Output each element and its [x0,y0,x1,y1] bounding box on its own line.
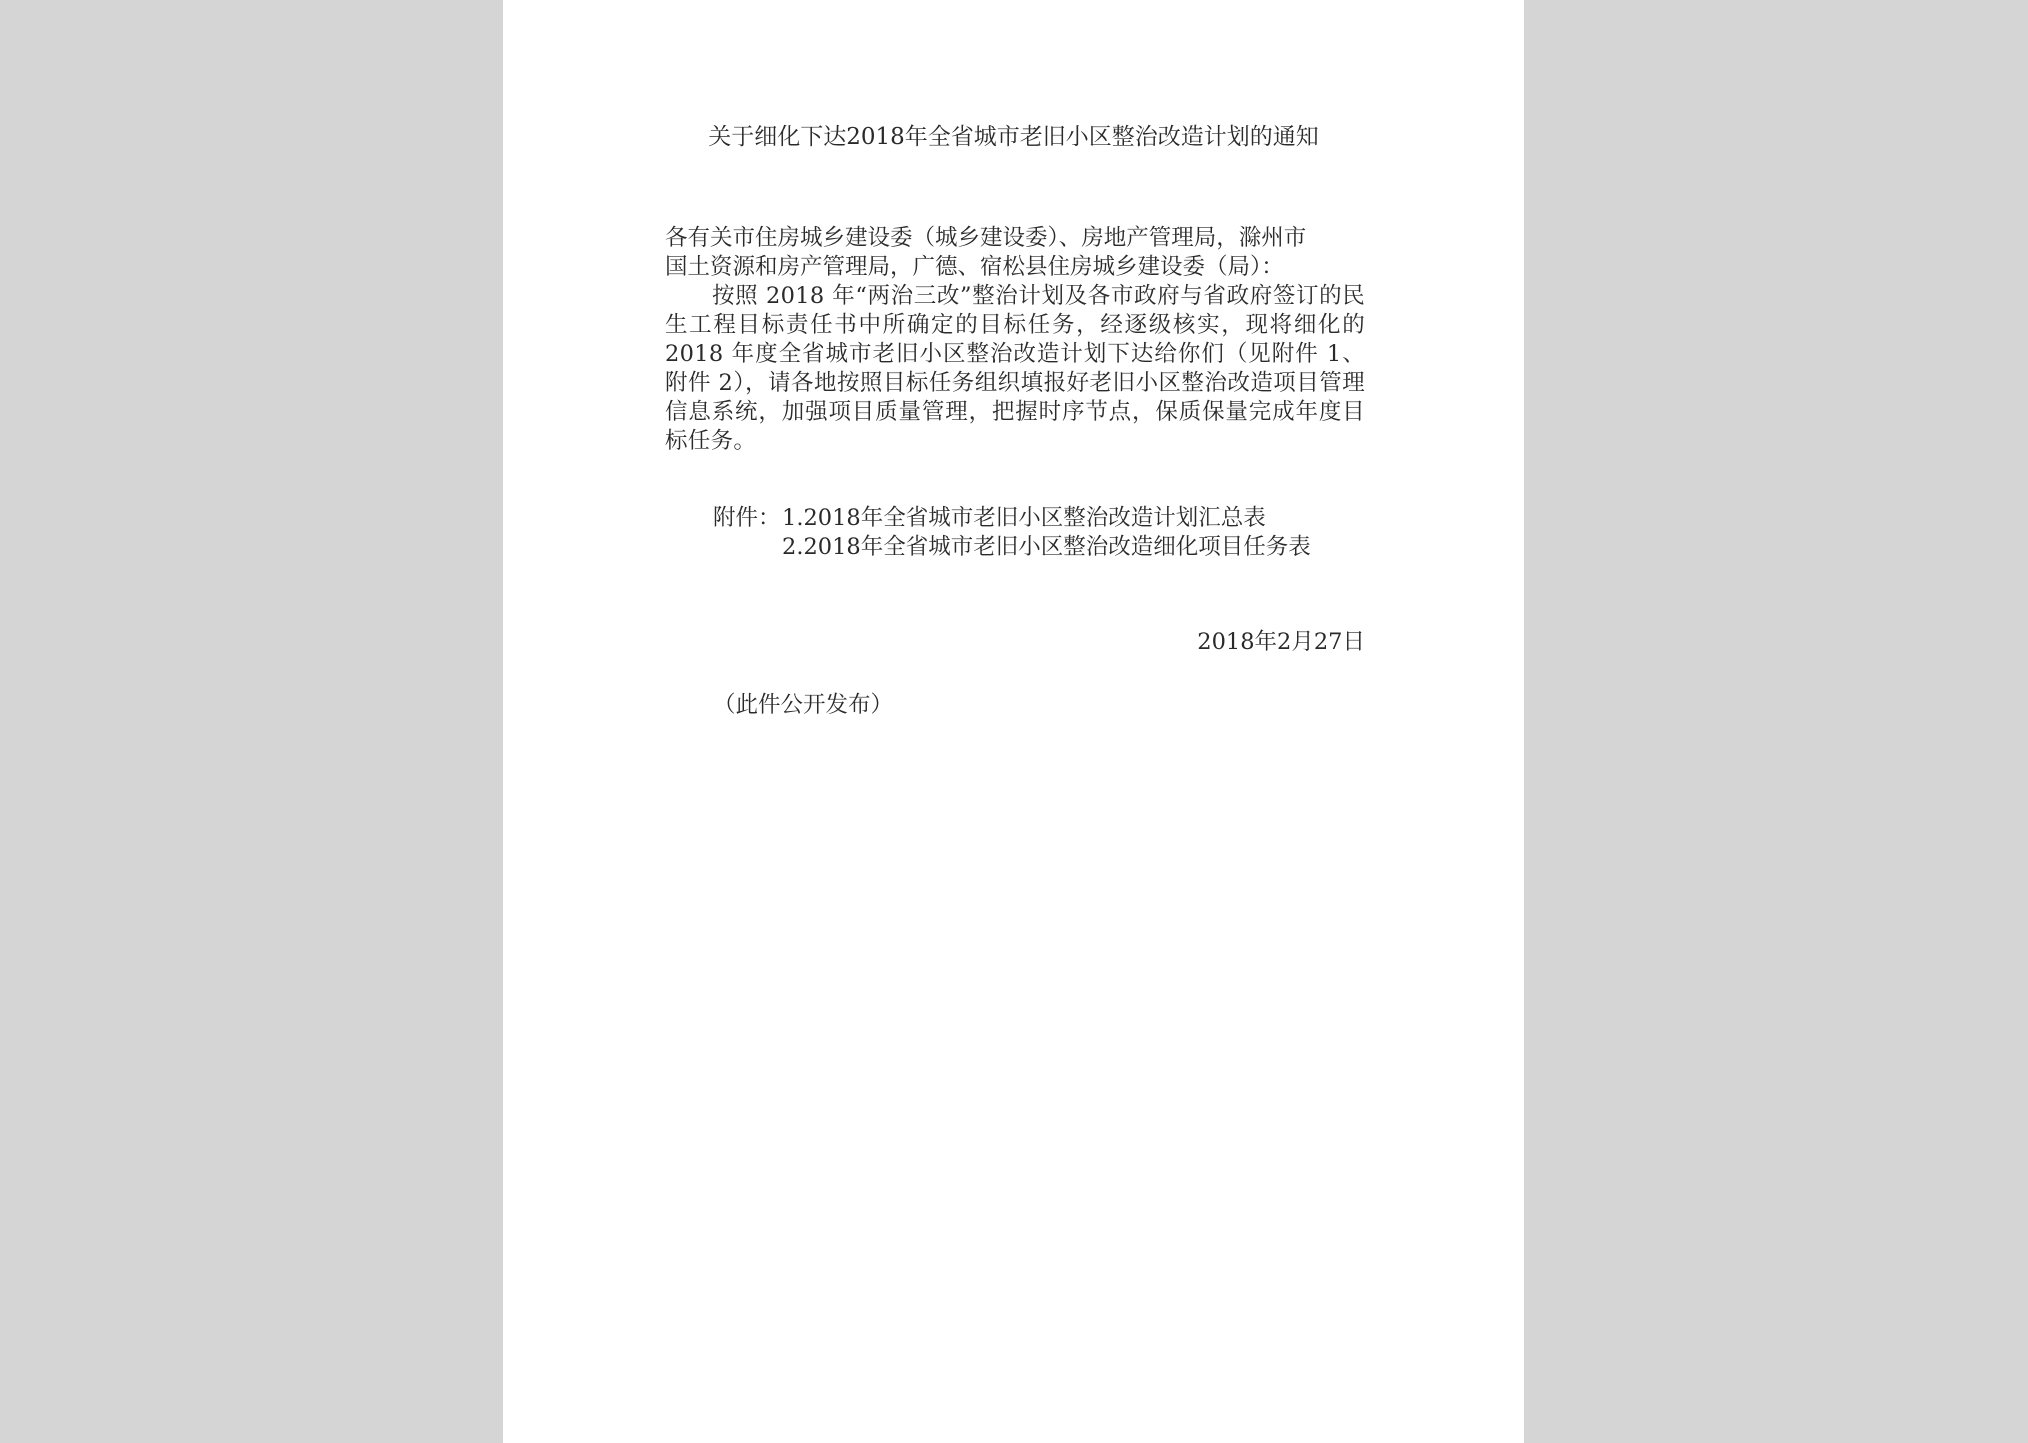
attachments-list [713,504,1311,562]
addressee-line: 国土资源和房产管理局，广德、宿松县住房城乡建设委（局）： [665,254,1284,280]
attachment-1: 1.2018年全省城市老旧小区整治改造计划汇总表 [782,505,1266,531]
public-release-note: （此件公开发布） [713,692,894,718]
attachment-item [713,533,1311,562]
document-title: 关于细化下达2018年全省城市老旧小区整治改造计划的通知 [708,124,1319,150]
addressee [665,224,1365,282]
document-date: 2018年2月27日 [1197,629,1365,655]
document-page [503,0,1524,1443]
addressee-line: 各有关市住房城乡建设委（城乡建设委）、房地产管理局，滁州市 [665,225,1307,251]
attachments-label: 附件： [713,505,781,531]
attachment-item [713,504,1311,533]
body-paragraph: 按照 2018 年“两治三改”整治计划及各市政府与省政府签订的民生工程目标责任书中所确定的目标任务，经逐级核实，现将细化的 2018 年度全省城市老旧小区整治改造计划下达给你们（见附件 1、附件 2），请各地按照目标任务组织填报好老旧小区整治改造项目管理信息系统，加强项目质量管理，把握时序节点，保质保量完成年度目标任务。 [665,283,1365,454]
attachment-2: 2.2018年全省城市老旧小区整治改造细化项目任务表 [782,534,1311,560]
